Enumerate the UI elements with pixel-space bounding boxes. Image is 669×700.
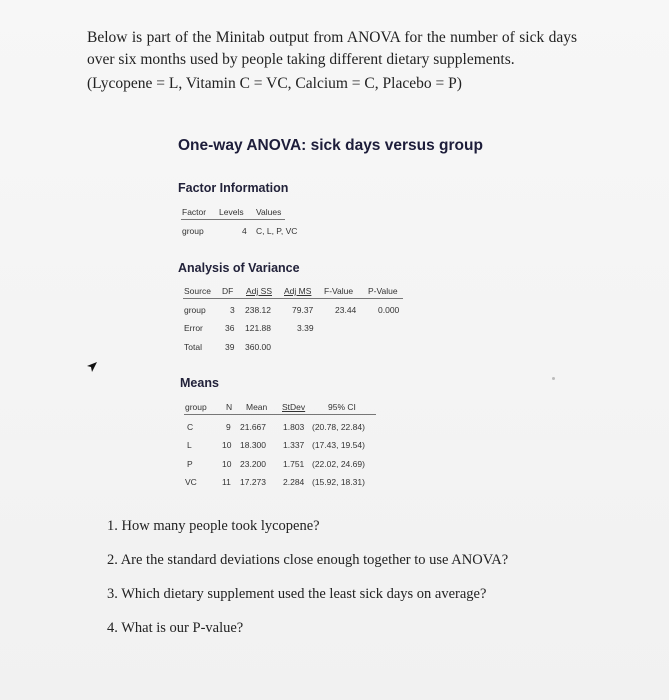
anova-header-df: DF — [222, 286, 234, 296]
question-item: 4. What is our P-value? — [107, 620, 244, 636]
means-header-stdev: StDev — [282, 402, 306, 412]
means-row-p-n: 10 — [222, 459, 232, 469]
anova-row-error-source: Error — [184, 323, 203, 333]
anova-header-adj-ms: Adj MS — [284, 286, 312, 296]
means-header-n: N — [226, 402, 233, 412]
abbreviation-legend: (Lycopene = L, Vitamin C = VC, Calcium = C, Placebo = P) — [87, 75, 462, 92]
means-header-ci: 95% CI — [328, 402, 356, 412]
anova-row-total-ss: 360.00 — [245, 342, 271, 352]
anova-row-error-df: 36 — [225, 323, 235, 333]
anova-output-title: One-way ANOVA: sick days versus group — [178, 137, 483, 154]
stray-mark — [552, 377, 555, 380]
mouse-pointer-icon — [86, 361, 98, 373]
anova-row-group-ms: 79.37 — [292, 305, 314, 315]
means-row-l-stdev: 1.337 — [283, 440, 305, 450]
means-row-p-stdev: 1.751 — [283, 459, 305, 469]
means-row-vc-stdev: 2.284 — [283, 477, 305, 487]
means-row-l-group: L — [187, 440, 192, 450]
factor-header-factor: Factor — [182, 207, 207, 217]
means-row-l-n: 10 — [222, 440, 232, 450]
means-heading: Means — [180, 376, 219, 390]
factor-header-levels: Levels — [219, 207, 244, 217]
anova-header-adj-ss: Adj SS — [246, 286, 272, 296]
means-row-l-ci: (17.43, 19.54) — [312, 440, 365, 450]
anova-row-group-f: 23.44 — [335, 305, 357, 315]
anova-row-group-p: 0.000 — [378, 305, 400, 315]
anova-row-group-source: group — [184, 305, 206, 315]
means-header-mean: Mean — [246, 402, 268, 412]
anova-row-total-source: Total — [184, 342, 202, 352]
anova-header-f-value: F-Value — [324, 286, 354, 296]
question-item: 2. Are the standard deviations close enough together to use ANOVA? — [107, 552, 509, 568]
question-item: 1. How many people took lycopene? — [107, 518, 320, 534]
question-item: 3. Which dietary supplement used the least sick days on average? — [107, 586, 487, 602]
factor-cell-levels: 4 — [242, 226, 247, 236]
anova-row-total-df: 39 — [225, 342, 235, 352]
means-row-p-ci: (22.02, 24.69) — [312, 459, 365, 469]
means-row-c-stdev: 1.803 — [283, 422, 305, 432]
factor-cell-values: C, L, P, VC — [256, 226, 298, 236]
means-row-c-ci: (20.78, 22.84) — [312, 422, 365, 432]
means-row-vc-mean: 17.273 — [240, 477, 266, 487]
means-row-l-mean: 18.300 — [240, 440, 266, 450]
means-row-p-mean: 23.200 — [240, 459, 266, 469]
means-row-p-group: P — [187, 459, 193, 469]
means-header-group: group — [185, 402, 207, 412]
anova-row-error-ss: 121.88 — [245, 323, 271, 333]
anova-header-source: Source — [184, 286, 211, 296]
factor-cell-factor: group — [182, 226, 204, 236]
anova-table-heading: Analysis of Variance — [178, 261, 300, 275]
means-row-vc-group: VC — [185, 477, 197, 487]
means-row-c-group: C — [187, 422, 194, 432]
means-row-c-n: 9 — [226, 422, 231, 432]
means-row-c-mean: 21.667 — [240, 422, 266, 432]
anova-row-group-df: 3 — [230, 305, 235, 315]
factor-info-heading: Factor Information — [178, 181, 289, 195]
anova-row-error-ms: 3.39 — [297, 323, 314, 333]
factor-header-values: Values — [256, 207, 282, 217]
means-row-vc-ci: (15.92, 18.31) — [312, 477, 365, 487]
means-row-vc-n: 11 — [222, 477, 231, 487]
anova-header-p-value: P-Value — [368, 286, 398, 296]
anova-row-group-ss: 238.12 — [245, 305, 271, 315]
intro-paragraph: Below is part of the Minitab output from ANOVA for the number of sick days over six months used by people taking different dietary supplements. — [87, 29, 577, 68]
